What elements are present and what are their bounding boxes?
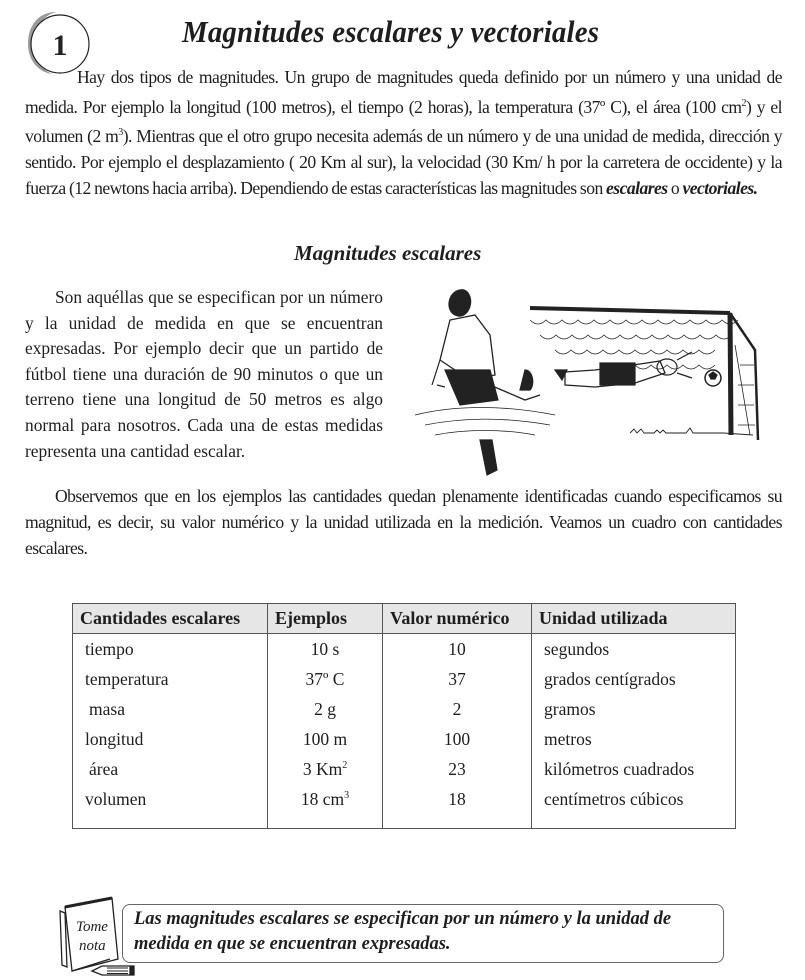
table-row — [73, 694, 736, 724]
section-title-scalar: Magnitudes escalares — [294, 241, 482, 265]
cell-valor: 100 — [383, 724, 532, 754]
cell-cantidad: temperatura — [73, 664, 268, 694]
column-header-cantidades: Cantidades escalares — [73, 604, 268, 634]
cell-unidad: metros — [544, 728, 592, 749]
cell-ejemplo: 10 s — [268, 634, 383, 665]
cell-valor: 2 — [383, 694, 532, 724]
note-icon-label-1: Tome — [76, 919, 108, 935]
cell-cantidad: tiempo — [73, 634, 268, 665]
intro-paragraph: Hay dos tipos de magnitudes. Un grupo de magnitudes queda definido por un número y una unidad de medida. Por ejemplo la longitud (100 metros), el tiempo (2 horas), la temperatura (37º C), el área (100 $cm^2$) y el volumen (2 $m^3$). Mientras que el otro grupo necesita además de un número y de una unidad de medida, dirección y sentido. Por ejemplo el desplazamiento ( 20 Km al sur), la velocidad (30 Km/ h por la carretera de occidente) y la fuerza (12 newtons hacia arriba). Dependiendo de estas características las magnitudes son escalares o vectoriales. — [25, 67, 782, 198]
scalar-quantities-table — [72, 603, 736, 829]
column-header-valor: Valor numérico — [383, 604, 532, 634]
cell-valor: 18 — [383, 784, 532, 829]
cell-ejemplo: 2 g — [268, 694, 383, 724]
cell-cantidad: masa — [73, 694, 268, 724]
cell-unidad: kilómetros cuadrados — [544, 758, 695, 779]
cell-cantidad: área — [73, 754, 268, 784]
table-row — [73, 754, 736, 784]
table-row — [73, 724, 736, 754]
scalar-definition-paragraph: Son aquéllas que se especifican por un número y la unidad de medida en que se encuentran expresadas. Por ejemplo decir que un partido de fútbol tiene una duración de 90 minutos o que un terreno tiene una longitud de 50 metros es algo normal para nosotros. Cada una de estas medidas representa una cantidad escalar. — [25, 287, 383, 461]
cell-ejemplo: 37º C — [268, 664, 383, 694]
term-vectoriales: vectoriales. — [682, 177, 758, 198]
note-icon-label-2: nota — [79, 938, 106, 954]
table-header-row — [73, 604, 736, 634]
column-header-unidad: Unidad utilizada — [532, 604, 736, 634]
column-header-ejemplos: Ejemplos — [268, 604, 383, 634]
cell-valor: 10 — [383, 634, 532, 665]
cell-ejemplo: 18 $cm^3$ — [268, 784, 383, 829]
cell-ejemplo: 3 Km$^2$ — [268, 754, 383, 784]
cell-ejemplo: 100 m — [268, 724, 383, 754]
cell-cantidad: volumen — [73, 784, 268, 829]
cell-valor: 23 — [383, 754, 532, 784]
cell-valor: 37 — [383, 664, 532, 694]
cell-unidad: gramos — [544, 698, 596, 719]
table-row — [73, 784, 736, 829]
table-row — [73, 634, 736, 665]
cell-unidad: grados centígrados — [544, 668, 676, 689]
section-number: 1 — [52, 29, 68, 62]
soccer-goal-illustration — [405, 275, 800, 480]
term-escalares: escalares — [606, 177, 668, 198]
cell-unidad: segundos — [544, 638, 610, 659]
table-row — [73, 664, 736, 694]
cell-cantidad: longitud — [73, 724, 268, 754]
page-title: Magnitudes escalares y vectoriales — [182, 14, 600, 49]
note-text: Las magnitudes escalares se especifican por un número y la unidad de medida en que se encuentran expresadas. — [134, 909, 672, 954]
cell-unidad: centímetros cúbicos — [544, 788, 684, 809]
observation-paragraph: Observemos que en los ejemplos las cantidades quedan plenamente identificadas cuando especificamos su magnitud, es decir, su valor numérico y la unidad utilizada en la medición. Veamos un cuadro con cantidades escalares. — [25, 486, 782, 558]
